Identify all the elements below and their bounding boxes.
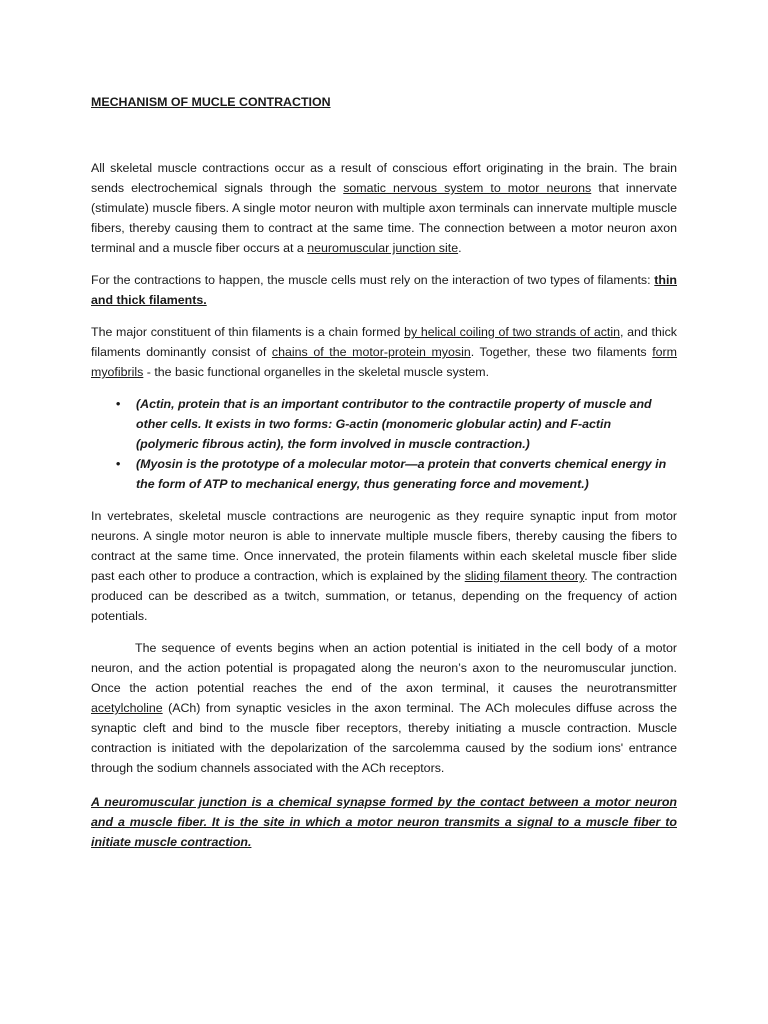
paragraph-filaments [91, 270, 677, 310]
text-run: In vertebrates, skeletal muscle contractions are neurogenic as they require synaptic input from motor neurons. A single motor neuron is able to innervate multiple muscle fibers, thereby causing the fibers to contract at the same time. Once innervated, the protein filaments within each skeletal muscle fiber slide past each other to produce a contraction, which is explained by the [91, 509, 677, 583]
link-sliding-filament-theory: sliding filament theory [464, 569, 585, 583]
bullet-list [91, 394, 677, 494]
text-run: - the basic functional organelles in the skeletal muscle system. [143, 365, 490, 379]
link-myosin-chains: chains of the motor-protein myosin [271, 345, 471, 359]
link-somatic-nervous-system: somatic nervous system to motor neurons [343, 181, 592, 195]
text-run: . The contraction produced can be described as a twitch, summation, or tetanus, depending on the frequency of action potentials. [91, 569, 677, 623]
paragraph-brain-signals [91, 158, 677, 258]
text-run: . Together, these two filaments [470, 345, 653, 359]
text-run: , and thick filaments dominantly consist of [91, 325, 677, 359]
text-run: For the contractions to happen, the muscle cells must rely on the interaction of two types of filaments: [91, 273, 655, 287]
link-acetylcholine: acetylcholine [91, 701, 163, 715]
bullet-text-actin: (Actin, protein that is an important contributor to the contractile property of muscle and other cells. It exists in two forms: G-actin (monomeric globular actin) and F-actin (polymeric fibrous actin), the form involved in muscle contraction.) [136, 397, 652, 451]
link-myofibrils: form myofibrils [91, 345, 678, 379]
list-item [116, 394, 677, 454]
thin-thick-filaments-emphasis: thin and thick filaments. [91, 273, 677, 307]
paragraph-sequence-of-events [91, 638, 677, 778]
text-run: The sequence of events begins when an action potential is initiated in the cell body of a motor neuron, and the action potential is propagated along the neuron’s axon to the neuromuscular junction. Once the action potential reaches the end of the axon terminal, it causes the neurotransmitter [91, 641, 677, 695]
bullet-icon: • [116, 457, 121, 471]
paragraph-vertebrates [91, 506, 677, 626]
closing-statement: A neuromuscular junction is a chemical synapse formed by the contact between a motor neuron and a muscle fiber. It is the site in which a motor neuron transmits a signal to a muscle fiber to initiate muscle contraction. [91, 795, 677, 849]
text-run: (ACh) from synaptic vesicles in the axon terminal. The ACh molecules diffuse across the synaptic cleft and bind to the muscle fiber receptors, thereby initiating a muscle contraction. Muscle contraction is initiated with the depolarization of the sarcolemma caused by the sodium ions' entrance through the sodium channels associated with the ACh receptors. [91, 701, 677, 775]
text-run: that innervate (stimulate) muscle fibers. A single motor neuron with multiple axon terminals can innervate multiple muscle fibers, thereby causing them to contract at the same time. The connection between a motor neuron axon terminal and a muscle fiber occurs at a [91, 181, 678, 255]
bullet-icon: • [116, 397, 121, 411]
text-run: The major constituent of thin filaments is a chain formed [91, 325, 405, 339]
text-run: All skeletal muscle contractions occur as a result of conscious effort originating in the brain. The brain sends electrochemical signals through the [91, 161, 677, 195]
list-item [116, 454, 677, 494]
document-title: MECHANISM OF MUCLE CONTRACTION [91, 95, 331, 109]
link-neuromuscular-junction-site: neuromuscular junction site [307, 241, 459, 255]
bullet-text-myosin: (Myosin is the prototype of a molecular motor—a protein that converts chemical energy in the form of ATP to mechanical energy, thus generating force and movement.) [136, 457, 667, 491]
link-helical-coiling: by helical coiling of two strands of actin [404, 325, 621, 339]
text-run: . [458, 241, 462, 255]
paragraph-thin-filaments [91, 322, 677, 382]
